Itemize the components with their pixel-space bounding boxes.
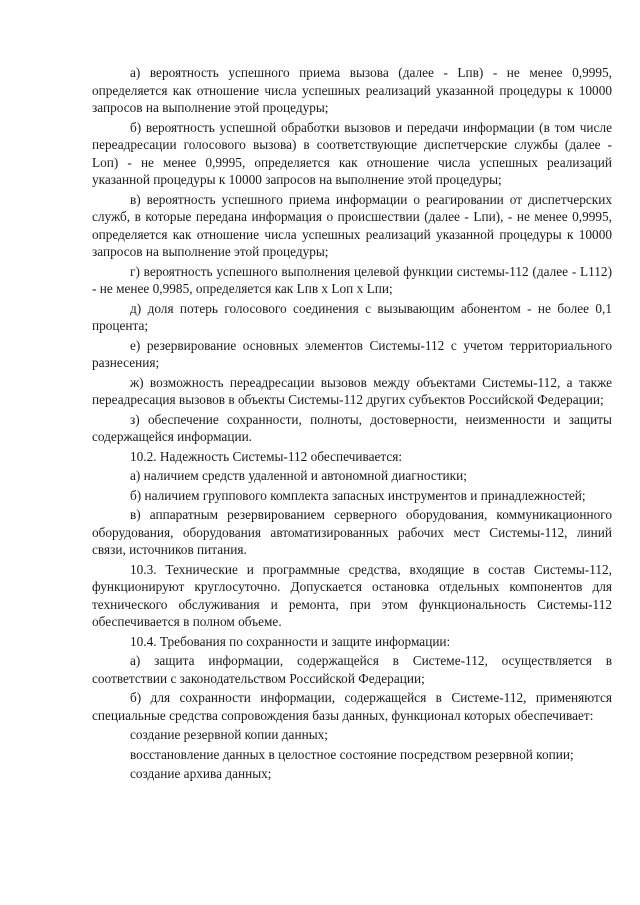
paragraph-10-4-a: а) защита информации, содержащейся в Системе-112, осуществляется в соответствии с законодательством Российской Федерации; [92, 653, 612, 686]
paragraph-item-z: з) обеспечение сохранности, полноты, достоверности, неизменности и защиты содержащейся информации. [92, 411, 612, 444]
paragraph-item-a: а) вероятность успешного приема вызова (далее - Lпв) - не менее 0,9995, определяется как отношение числа успешных реализаций указанной процедуры к 10000 запросов на выполнение этой процедуры; [92, 65, 612, 115]
list-item-restore: восстановление данных в целостное состояние посредством резервной копии; [130, 746, 574, 762]
paragraph-10-2-v: в) аппаратным резервированием серверного оборудования, коммуникационного оборудования, оборудования автоматизированных рабочих мест Системы-112, линий связи, источников питания. [92, 507, 612, 557]
paragraph-item-d: д) доля потерь голосового соединения с вызывающим абонентом - не более 0,1 процента; [92, 300, 612, 333]
paragraph-item-zh: ж) возможность переадресации вызовов между объектами Системы-112, а также переадресация вызовов в объекты Системы-112 других субъектов Российской Федерации; [92, 374, 612, 407]
paragraph-10-4-b: б) для сохранности информации, содержащейся в Системе-112, применяются специальные средства сопровождения базы данных, функционал которых обеспечивает: [92, 690, 612, 723]
paragraph-item-v: в) вероятность успешного приема информации о реагировании от диспетчерских служб, в которые передана информация о происшествии (далее - Lпи), - не менее 0,9995, определяется как отношение числа успешных реализаций указанной процедуры к 10000 запросов на выполнение этой процедуры; [92, 191, 612, 259]
paragraph-10-2-a: а) наличием средств удаленной и автономной диагностики; [130, 468, 467, 483]
section-10-2-heading: 10.2. Надежность Системы-112 обеспечивается: [130, 448, 403, 464]
section-10-4-heading: 10.4. Требования по сохранности и защите информации: [130, 633, 451, 649]
paragraph-10-2-b: б) наличием группового комплекта запасных инструментов и принадлежностей; [130, 487, 586, 503]
list-item-backup: создание резервной копии данных; [130, 727, 328, 742]
paragraph-item-g: г) вероятность успешного выполнения целевой функции системы-112 (далее - L112) - не менее 0,9985, определяется как Lпв х Lоп х Lпи; [92, 263, 612, 296]
paragraph-item-b: б) вероятность успешной обработки вызовов и передачи информации (в том числе переадресации голосового вызова) в соответствующие диспетчерские службы (далее - Lоп) - не менее 0,9995, определяется как отношение числа успешных реализаций указанной процедуры к 10000 запросов на выполнение этой процедуры; [92, 119, 612, 187]
section-10-3: 10.3. Технические и программные средства, входящие в состав Системы-112, функционируют круглосуточно. Допускается остановка отдельных компонентов для технического обслуживания и ремонта, при этом функциональность Системы-112 обеспечивается в полном объеме. [92, 561, 612, 629]
document-page [92, 64, 612, 785]
list-item-archive: создание архива данных; [130, 766, 272, 781]
paragraph-item-e: е) резервирование основных элементов Системы-112 с учетом территориального разнесения; [92, 337, 612, 370]
